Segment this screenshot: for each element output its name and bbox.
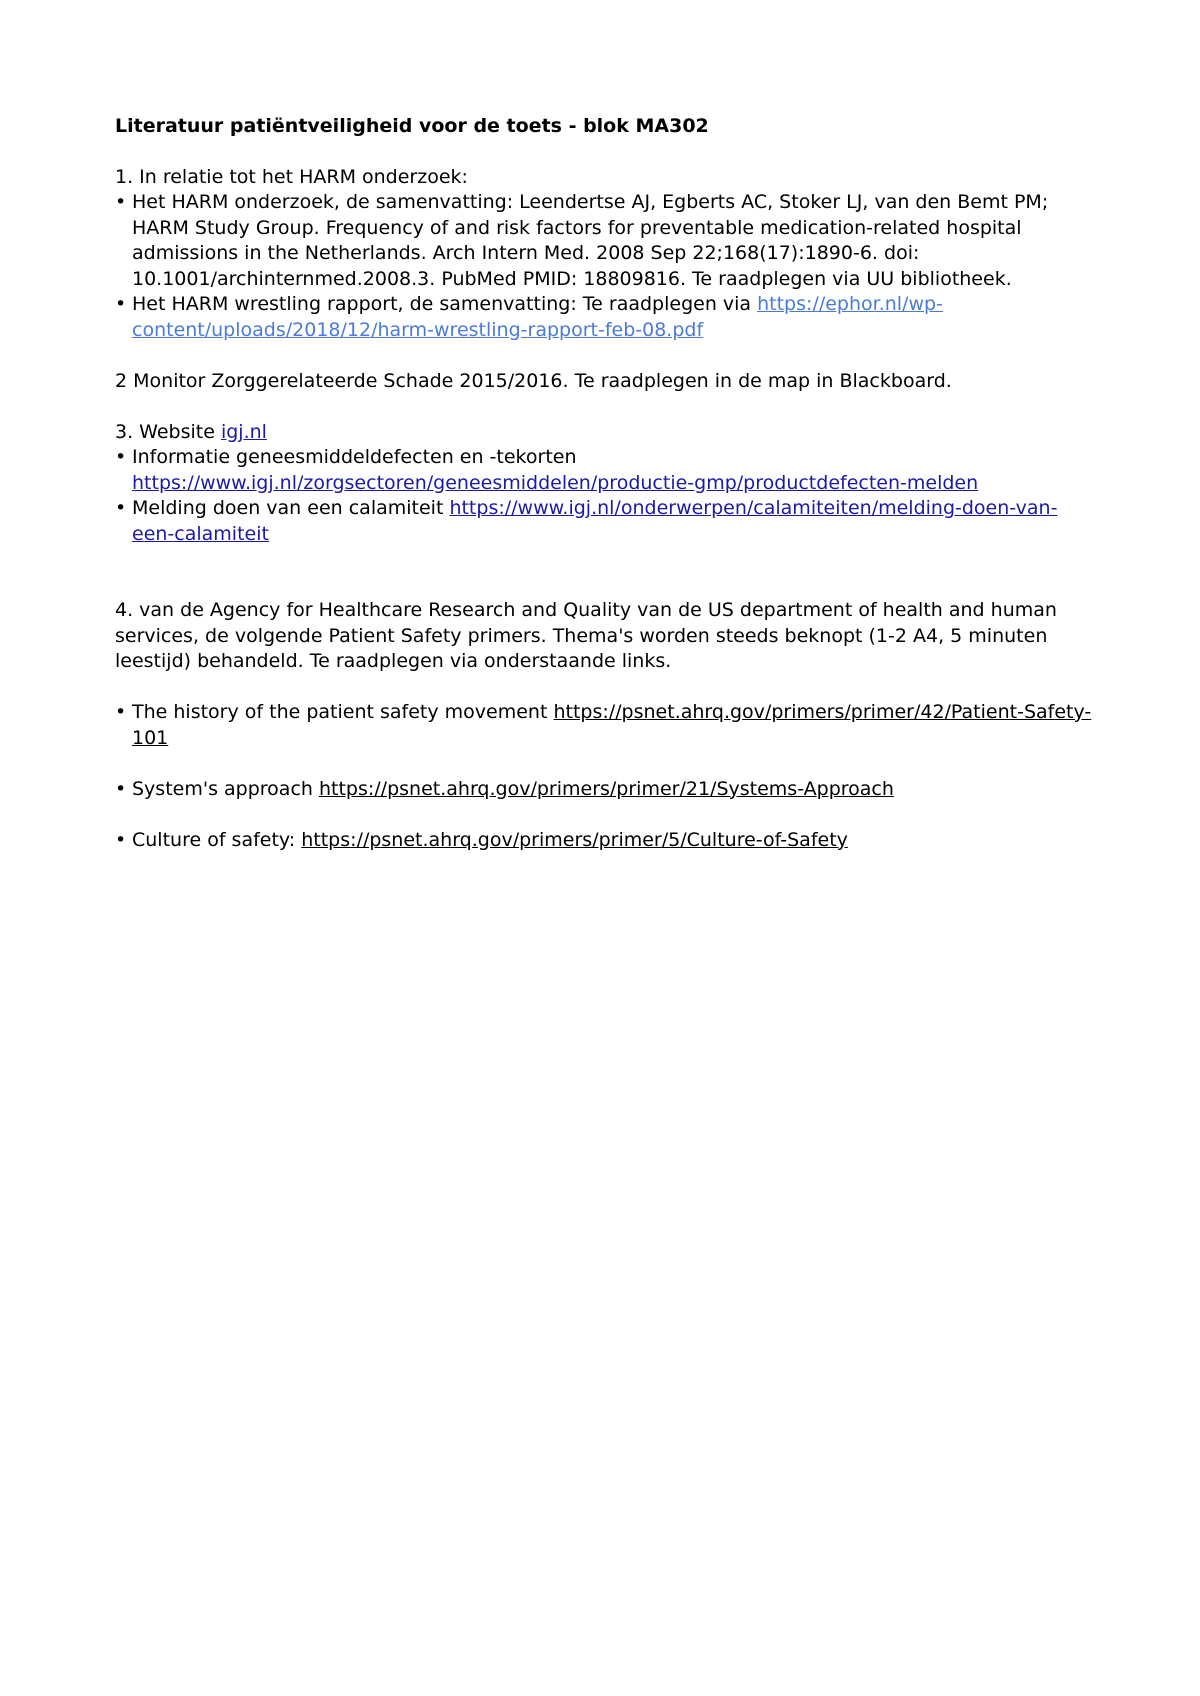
calamiteit-text: Melding doen van een calamiteit (132, 497, 450, 519)
culture-of-safety-link[interactable]: https://psnet.ahrq.gov/primers/primer/5/Culture-of-Safety (301, 828, 848, 851)
bullet-icon: • (115, 191, 127, 213)
systems-approach-text: System's approach (132, 777, 319, 800)
geneesmiddeldefecten-text: Informatie geneesmiddeldefecten en -tekorten (132, 446, 577, 468)
section-3-list (115, 445, 1095, 547)
bullet-icon: • (115, 497, 127, 519)
section-4-intro: 4. van de Agency for Healthcare Research and Quality van de US department of health and human services, de volgende Patient Safety primers. Thema's worden steeds beknopt (1-2 A4, 5 minuten leestijd) behandeld. Te raadplegen via onderstaande links. (115, 599, 1057, 672)
harm-wrestling-link[interactable]: https://ephor.nl/wp-content/uploads/2018/12/harm-wrestling-rapport-feb-08.pdf (132, 293, 943, 341)
list-item (115, 190, 1095, 292)
section-3 (115, 420, 1095, 548)
document-title: Literatuur patiëntveiligheid voor de toets - blok MA302 (115, 115, 709, 137)
igj-website-link[interactable]: igj.nl (220, 420, 267, 443)
section-1-list (115, 190, 1095, 343)
bullet-icon: • (115, 701, 127, 723)
culture-of-safety-text: Culture of safety: (132, 828, 302, 851)
list-item (115, 445, 1095, 496)
list-item (115, 496, 1095, 547)
section-4 (115, 598, 1095, 853)
section-1 (115, 165, 1095, 344)
patient-safety-101-link[interactable]: https://psnet.ahrq.gov/primers/primer/42/Patient-Safety-101 (132, 701, 1092, 749)
harm-wrestling-text: Het HARM wrestling rapport, de samenvatting: Te raadplegen via (132, 293, 758, 315)
section-3-heading (115, 420, 1095, 446)
patient-safety-history-text: The history of the patient safety movement (132, 701, 554, 723)
calamiteit-link[interactable]: https://www.igj.nl/onderwerpen/calamiteiten/melding-doen-van-een-calamiteit (132, 497, 1058, 545)
bullet-icon: • (115, 446, 127, 468)
section-2-text: 2 Monitor Zorggerelateerde Schade 2015/2016. Te raadplegen in de map in Blackboard. (115, 369, 952, 392)
bullet-icon: • (115, 828, 127, 851)
section-1-heading: 1. In relatie tot het HARM onderzoek: (115, 165, 468, 188)
bullet-icon: • (115, 293, 127, 315)
list-item (115, 292, 1095, 343)
productdefecten-link[interactable]: https://www.igj.nl/zorgsectoren/geneesmiddelen/productie-gmp/productdefecten-melden (132, 471, 979, 494)
list-item (115, 777, 1095, 803)
document-content (115, 114, 1095, 853)
systems-approach-link[interactable]: https://psnet.ahrq.gov/primers/primer/21/Systems-Approach (318, 777, 894, 800)
section-4-list (115, 700, 1095, 853)
section-3-heading-text: 3. Website (115, 420, 221, 443)
bullet-icon: • (115, 777, 127, 800)
harm-reference-text: Het HARM onderzoek, de samenvatting: Leendertse AJ, Egberts AC, Stoker LJ, van den Bemt PM; HARM Study Group. Frequency of and risk factors for preventable medication-related hospital admissions in the Netherlands. Arch Intern Med. 2008 Sep 22;168(17):1890-6. doi: 10.1001/archinternmed.2008.3. PubMed PMID: 18809816. Te raadplegen via UU bibliotheek. (132, 191, 1049, 290)
list-item (115, 700, 1095, 751)
list-item (115, 828, 1095, 854)
